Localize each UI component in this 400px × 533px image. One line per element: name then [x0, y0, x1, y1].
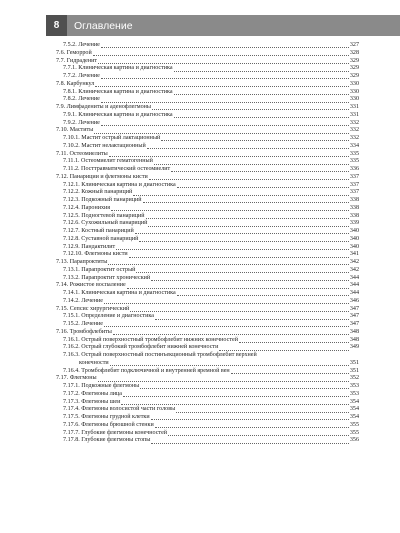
toc-entry — [56, 275, 359, 283]
toc-entry-page: 338 — [349, 204, 359, 211]
toc-entry-page: 347 — [349, 321, 359, 327]
toc-entry-title: 7.12.1. Клиническая картина и диагностика — [63, 181, 176, 188]
toc-entry — [56, 422, 359, 430]
dot-leader — [139, 241, 348, 242]
toc-entry — [56, 42, 359, 50]
toc-entry-page: 340 — [349, 228, 359, 234]
toc-entry-page: 354 — [349, 414, 359, 420]
toc-entry-title: 7.10. Маститы — [56, 127, 94, 134]
toc-entry-page: 354 — [349, 398, 359, 405]
dot-leader — [140, 388, 349, 389]
toc-entry-title: 7.10.2. Мастит нелактационный — [63, 142, 146, 149]
toc-entry-page: 329 — [349, 65, 359, 72]
dot-leader — [161, 140, 349, 141]
toc-entry — [56, 189, 359, 197]
toc-entry-page: 332 — [349, 119, 359, 126]
toc-entry-page: 351 — [349, 367, 359, 374]
dot-leader — [143, 202, 349, 203]
toc-entry-title: 7.12.5. Подногтевой панариций — [63, 212, 145, 219]
toc-entry-page: 339 — [349, 220, 359, 227]
toc-entry — [56, 391, 359, 399]
toc-entry-title: 7.8. Карбункул — [56, 80, 95, 87]
dot-leader — [171, 171, 349, 172]
dot-leader — [149, 179, 349, 180]
toc-entry-title: 7.15.1. Определение и диагностика — [63, 313, 154, 320]
dot-leader — [151, 280, 349, 281]
toc-entry — [56, 321, 359, 329]
toc-entry — [56, 375, 359, 383]
dot-leader — [155, 427, 349, 428]
toc-entry-title: 7.12.4. Паронихия — [63, 204, 111, 211]
toc-entry-page: 344 — [349, 290, 359, 296]
toc-entry-page: 347 — [349, 313, 359, 320]
dot-leader — [129, 257, 349, 258]
dot-leader — [101, 125, 349, 126]
toc-entry-title: 7.12.8. Суставной панариций — [63, 235, 139, 242]
toc-entry-title: 7.9.1. Клиническая картина и диагностика — [63, 111, 173, 118]
toc-entry-page: 340 — [349, 235, 359, 242]
toc-entry-title: 7.12.10. Флегмоны кисти — [63, 251, 128, 258]
toc-entry — [56, 414, 359, 422]
dot-leader — [111, 210, 349, 211]
toc-entry-title: 7.15.2. Лечение — [63, 321, 103, 327]
toc-entry-page: 336 — [349, 166, 359, 172]
toc-entry-title: 7.7.1. Клиническая картина и диагностика — [63, 65, 173, 72]
dot-leader — [93, 55, 349, 56]
toc-entry-title: 7.10.1. Мастит острый лактационный — [63, 135, 161, 141]
toc-entry — [56, 89, 359, 97]
dot-leader — [130, 311, 349, 312]
toc-entry-title: 7.17.5. Флегмоны грудной клетки — [63, 414, 150, 420]
toc-entry-title: 7.16.4. Тромбофлебит подключичной и внутренней яремной вен — [63, 367, 230, 374]
toc-entry — [56, 406, 359, 414]
toc-entry — [56, 290, 359, 298]
dot-leader — [101, 47, 349, 48]
toc-entry — [56, 360, 359, 368]
toc-entry — [56, 437, 359, 445]
toc-entry-page: 353 — [349, 383, 359, 389]
toc-entry-page: 349 — [349, 344, 359, 351]
dot-leader — [147, 148, 349, 149]
toc-entry-page: 337 — [349, 189, 359, 196]
toc-entry — [56, 58, 359, 66]
toc-entry-title: 7.11. Остеомиелиты — [56, 150, 108, 157]
dot-leader — [113, 334, 349, 335]
toc-entry-title: 7.14. Рожистое воспаление — [56, 282, 126, 289]
toc-entry-page: 329 — [349, 57, 359, 64]
toc-entry — [56, 120, 359, 128]
toc-entry-title: 7.16.3. Острый поверхностный постинъекционный тромбофлебит верхней — [63, 352, 257, 358]
dot-leader — [136, 272, 348, 273]
toc-entry — [56, 220, 359, 228]
dot-leader — [108, 264, 348, 265]
toc-entry — [56, 267, 359, 275]
toc-entry-title: 7.15. Сепсис хирургический — [56, 305, 130, 312]
toc-entry — [56, 344, 359, 352]
dot-leader — [121, 404, 348, 405]
toc-entry-page: 334 — [349, 142, 359, 149]
toc-entry-title: 7.17.4. Флегмоны волосистой части головы — [63, 406, 176, 413]
toc-entry — [56, 73, 359, 81]
dot-leader — [176, 412, 349, 413]
dot-leader — [133, 195, 349, 196]
toc-entry-title: конечности — [79, 359, 109, 366]
toc-entry-title: 7.13. Парапроктиты — [56, 259, 108, 265]
dot-leader — [174, 94, 349, 95]
toc-entry-title: 7.17.8. Глубокие флегмоны стопы — [63, 437, 151, 444]
toc-entry-page: 338 — [349, 212, 359, 219]
toc-entry-page: 335 — [349, 150, 359, 157]
toc-entry-page: 351 — [349, 359, 359, 366]
toc-entry-title: 7.14.1. Клиническая картина и диагностика — [63, 290, 176, 296]
toc-entry-page: 330 — [349, 88, 359, 95]
dot-leader — [123, 396, 349, 397]
toc-entry — [56, 244, 359, 252]
dot-leader — [98, 381, 349, 382]
toc-entry-title: 7.12.9. Пандактилит — [63, 243, 116, 250]
dot-leader — [98, 63, 349, 64]
toc-entry — [56, 166, 359, 174]
toc-entry-title: 7.7. Гидраденит — [56, 57, 98, 64]
toc-entry-title: 7.9.2. Лечение — [63, 119, 100, 126]
toc-entry-title: 7.13.2. Парапроктит хронический — [63, 274, 151, 281]
dot-leader — [104, 326, 349, 327]
dot-leader — [231, 373, 349, 374]
dot-leader — [152, 109, 349, 110]
toc-entry — [56, 65, 359, 73]
toc-entry-title: 7.9. Лимфадениты и аденофлегмоны — [56, 104, 151, 110]
toc-entry-page: 348 — [349, 336, 359, 343]
toc-entry — [56, 112, 359, 120]
toc-entry-page: 337 — [349, 181, 359, 188]
toc-entry-title: 7.12.6. Сухожильный панариций — [63, 220, 148, 227]
toc-entry — [56, 127, 359, 135]
toc-entry-title: 7.12. Панариции и флегмоны кисти — [56, 173, 148, 180]
toc-entry-title: 7.17.2. Флегмоны лица — [63, 390, 123, 397]
toc-entry-page: 344 — [349, 282, 359, 289]
toc-entry-page: 331 — [349, 111, 359, 118]
toc-entry-page: 338 — [349, 197, 359, 203]
toc-entry — [56, 104, 359, 112]
toc-entry-title: 7.8.2. Лечение — [63, 96, 100, 103]
toc-entry-page: 342 — [349, 259, 359, 265]
toc-entry-title: 7.7.2. Лечение — [63, 73, 100, 79]
toc-entry — [56, 50, 359, 58]
toc-entry-page: 344 — [349, 274, 359, 281]
dot-leader — [109, 156, 349, 157]
dot-leader — [104, 303, 349, 304]
toc-entry-title: 7.11.1. Остеомиелит гематогенный — [63, 158, 153, 165]
dot-leader — [174, 117, 349, 118]
toc-entry — [56, 383, 359, 391]
table-of-contents — [56, 42, 359, 445]
toc-entry-title: 7.16.2. Острый глубокий тромбофлебит нижней конечности — [63, 344, 219, 351]
toc-entry — [56, 306, 359, 314]
page-title: Оглавление — [74, 19, 133, 32]
toc-entry — [56, 174, 359, 182]
toc-entry-page: 341 — [349, 251, 359, 258]
toc-entry-page: 330 — [349, 96, 359, 103]
toc-entry-title: 7.11.2. Посттравматический остеомиелит — [63, 166, 171, 172]
toc-entry — [56, 236, 359, 244]
toc-entry-page: 340 — [349, 243, 359, 250]
toc-entry-page: 329 — [349, 73, 359, 79]
toc-entry-page: 347 — [349, 305, 359, 312]
toc-entry-page: 337 — [349, 173, 359, 180]
toc-entry-title: 7.16.1. Острый поверхностный тромбофлебит нижних конечностей — [63, 336, 238, 343]
dot-leader — [146, 218, 349, 219]
page-header — [46, 15, 400, 36]
dot-leader — [127, 288, 349, 289]
toc-entry-title: 7.17.7. Глубокие флегмоны конечностей — [63, 429, 168, 436]
toc-entry-page: 355 — [349, 421, 359, 428]
toc-entry-title: 7.6. Геморрой — [56, 49, 92, 56]
toc-entry-page: 331 — [349, 104, 359, 110]
toc-entry-title: 7.12.3. Подкожный панариций — [63, 197, 142, 203]
toc-entry-page: 355 — [349, 429, 359, 436]
toc-entry — [56, 81, 359, 89]
toc-entry-title: 7.5.2. Лечение — [63, 42, 100, 48]
toc-entry — [56, 251, 359, 259]
page-number: 8 — [46, 15, 67, 36]
toc-entry — [56, 329, 359, 337]
dot-leader — [219, 350, 349, 351]
toc-entry-title: 7.17.1. Подкожные флегмоны — [63, 383, 140, 389]
dot-leader — [101, 102, 349, 103]
toc-entry-page: 348 — [349, 328, 359, 335]
toc-entry-page: 342 — [349, 266, 359, 273]
toc-entry-title: 7.17.3. Флегмоны шеи — [63, 398, 121, 405]
toc-entry-title: 7.17. Флегмоны — [56, 375, 97, 382]
dot-leader — [151, 443, 348, 444]
toc-entry-page: 353 — [349, 390, 359, 397]
toc-entry-title: 7.17.6. Флегмоны брюшной стенки — [63, 421, 154, 428]
toc-entry-page: 332 — [349, 127, 359, 134]
toc-entry-page: 330 — [349, 80, 359, 87]
toc-entry-title: 7.13.1. Парапроктит острый — [63, 266, 136, 273]
toc-entry — [56, 135, 359, 143]
toc-entry-title: 7.14.2. Лечение — [63, 297, 103, 304]
toc-entry — [56, 197, 359, 205]
toc-entry — [56, 228, 359, 236]
toc-entry — [56, 313, 359, 321]
toc-entry-page: 352 — [349, 375, 359, 382]
dot-leader — [177, 295, 349, 296]
toc-entry — [56, 352, 359, 360]
toc-entry — [56, 368, 359, 376]
toc-entry-title: 7.8.1. Клиническая картина и диагностика — [63, 88, 173, 95]
toc-entry-title: 7.16. Тромбофлебиты — [56, 328, 112, 335]
toc-entry-page: 356 — [349, 437, 359, 444]
toc-entry-page: 335 — [349, 158, 359, 165]
toc-entry-page: 346 — [349, 297, 359, 304]
toc-entry — [56, 259, 359, 267]
toc-entry — [56, 282, 359, 290]
toc-entry-page: 332 — [349, 135, 359, 141]
dot-leader — [95, 86, 349, 87]
dot-leader — [239, 342, 349, 343]
toc-entry — [56, 205, 359, 213]
toc-entry — [56, 143, 359, 151]
toc-entry-title: 7.12.7. Костный панариций — [63, 228, 134, 234]
dot-leader — [135, 233, 349, 234]
dot-leader — [101, 78, 349, 79]
toc-entry — [56, 96, 359, 104]
dot-leader — [110, 365, 349, 366]
dot-leader — [148, 226, 348, 227]
toc-entry — [56, 298, 359, 306]
dot-leader — [116, 249, 349, 250]
toc-entry-page: 327 — [349, 42, 359, 48]
toc-entry — [56, 158, 359, 166]
dot-leader — [154, 164, 349, 165]
dot-leader — [177, 187, 349, 188]
dot-leader — [155, 319, 349, 320]
dot-leader — [94, 133, 349, 134]
toc-entry-page: 328 — [349, 49, 359, 56]
dot-leader — [174, 71, 349, 72]
toc-entry-page: 354 — [349, 406, 359, 413]
toc-entry-title: 7.12.2. Кожный панариций — [63, 189, 133, 196]
dot-leader — [168, 435, 349, 436]
dot-leader — [151, 419, 349, 420]
